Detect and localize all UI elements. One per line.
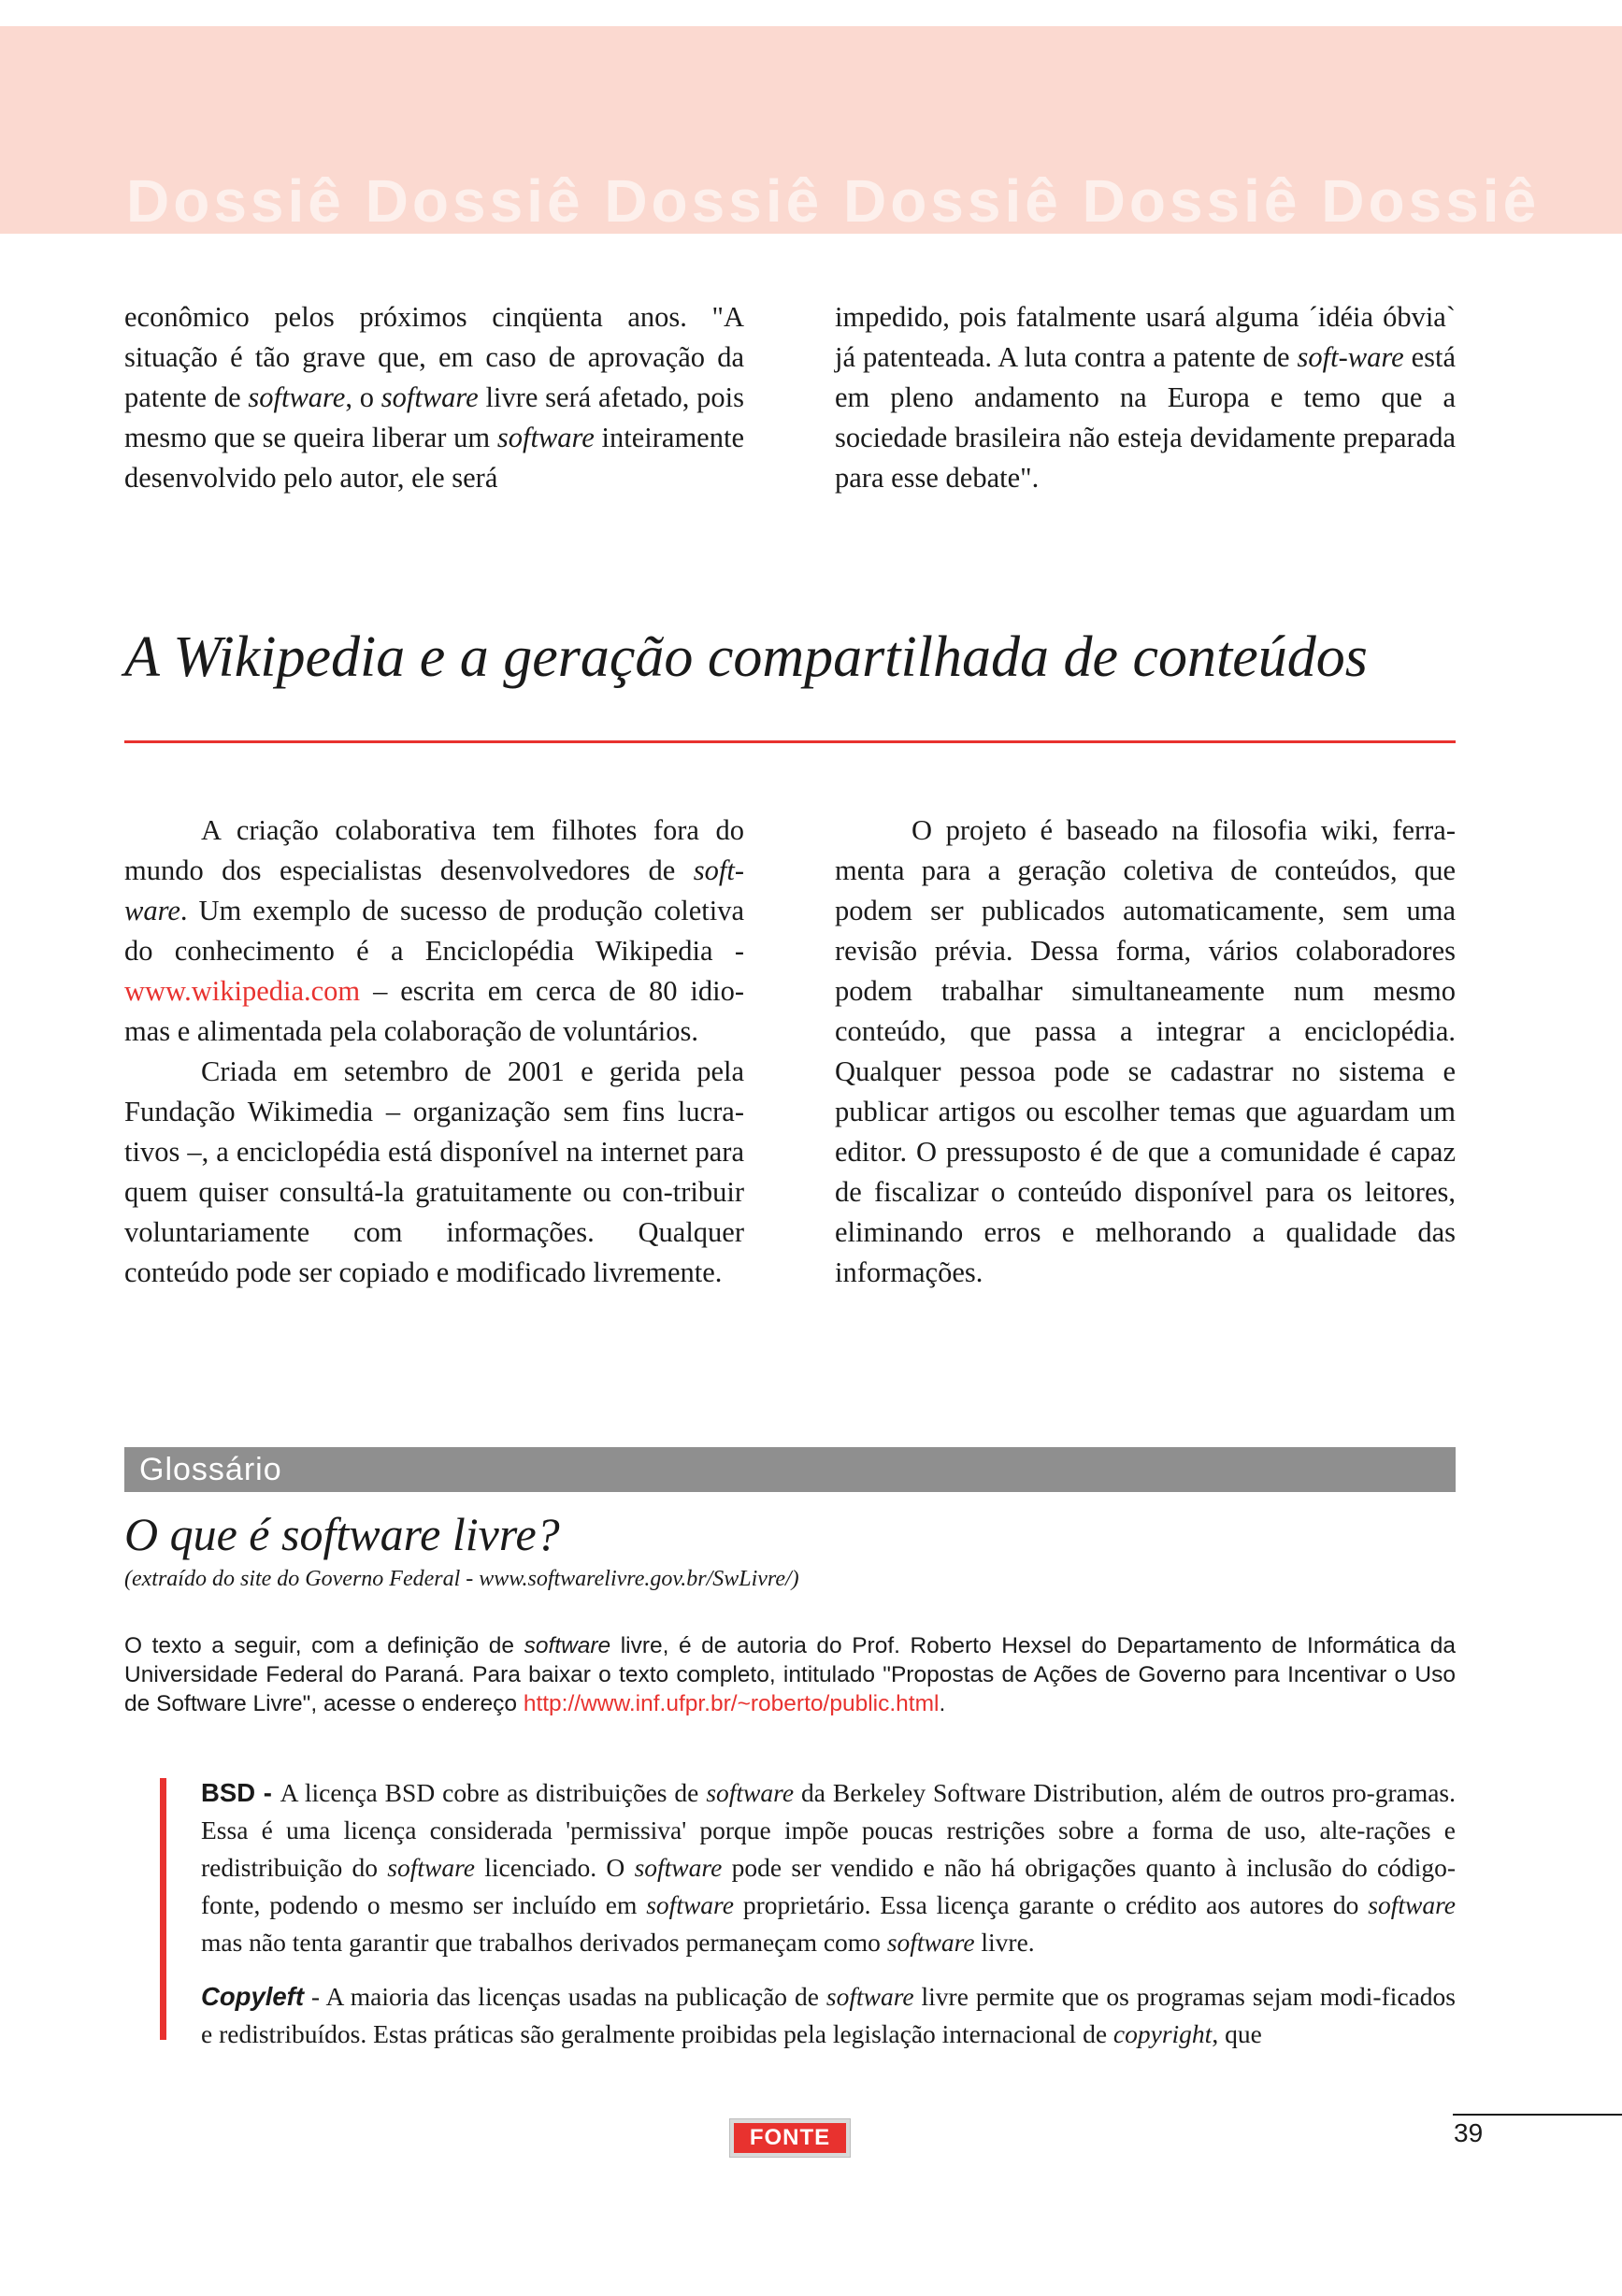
dossie-banner [0, 26, 1622, 234]
glossary-entry-bsd: BSD - A licença BSD cobre as distribuições de software da Berkeley Software Distribution, além de outros pro-gramas. Essa é uma licença considerada 'permissiva' porque impõe poucas restrições sobre a forma de uso, alte-rações e redistribuição do software licenciado. O software pode ser vendido e não há obrigações quanto à inclusão do código-fonte, podendo o mesmo ser incluído em software proprietário. Essa licença garante o crédito aos autores do software mas não tenta garantir que trabalhos derivados permaneçam como software livre. [201, 1778, 1457, 1957]
top-left-paragraph: econômico pelos próximos cinqüenta anos. "A situação é tão grave que, em caso de aprovação da patente de software, o software livre será afetado, pois mesmo que se queira liberar um software inteiramente desenvolvido pelo autor, ele será [124, 301, 744, 494]
glossary-intro [124, 1631, 1456, 1718]
top-left-column [124, 297, 744, 498]
term-copyleft: Copyleft [201, 1982, 304, 2011]
glossary-accent-bar [160, 1778, 166, 2040]
title-underline [124, 740, 1456, 743]
top-right-column [835, 297, 1456, 498]
article-paragraph-1: A criação colaborativa tem filhotes fora do mundo dos especialistas desenvolvedores de soft-ware. Um exemplo de sucesso de produção coletiva do conhecimento é a Enciclopédia Wikipedia - www.wikipedia.com – escrita em cerca de 80 idio-mas e alimentada pela colaboração de voluntários. [124, 814, 744, 1047]
section-title: A Wikipedia e a geração compartilhada de conteúdos [124, 625, 1368, 689]
article-paragraph-3: O projeto é baseado na filosofia wiki, ferra-menta para a geração coletiva de conteúdos, que podem ser publicados automaticamente, sem uma revisão prévia. Dessa forma, vários colaboradores podem trabalhar simultaneamente num mesmo conteúdo, que passa a integrar a enciclopédia. Qualquer pessoa pode se cadastrar no sistema e publicar artigos ou escolher temas que aguardam um editor. O pressuposto é de que a comunidade é capaz de fiscalizar o conteúdo disponível para os leitores, eliminando erros e melhorando a qualidade das informações. [835, 814, 1456, 1288]
glossary-title: O que é software livre? [124, 1508, 560, 1560]
page-number: 39 [1454, 2118, 1484, 2147]
article-left-column [124, 811, 744, 1293]
banner-text: Dossiê Dossiê Dossiê Dossiê Dossiê Dossiê [126, 167, 1541, 234]
glossary-intro-paragraph: O texto a seguir, com a definição de software livre, é de autoria do Prof. Roberto Hexsel do Departamento de Informática da Universidade Federal do Paraná. Para baixar o texto completo, intitulado "Propostas de Ações de Governo para Incentivar o Uso de Software Livre", acesse o endereço http://www.inf.ufpr.br/~roberto/public.html. [124, 1633, 1456, 1716]
fonte-logo [729, 2118, 851, 2158]
glossary-label: Glossário [139, 1452, 282, 1487]
article-right-column [835, 811, 1456, 1293]
glossary-header-bar [124, 1447, 1456, 1492]
top-right-paragraph: impedido, pois fatalmente usará alguma ´idéia óbvia` já patenteada. A luta contra a patente de soft-ware está em pleno andamento na Europa e temo que a sociedade brasileira não esteja devidamente preparada para esse debate". [835, 301, 1456, 494]
glossary-entry-copyleft: Copyleft - A maioria das licenças usadas na publicação de software livre permite que os programas sejam modi-ficados e redistribuídos. Estas práticas são geralmente proibidas pela legislação internacional de copyright, que [201, 1982, 1456, 2048]
wikipedia-link[interactable]: www.wikipedia.com [124, 975, 361, 1007]
glossary-entries [201, 1774, 1456, 2070]
fonte-logo-text: FONTE [734, 2123, 846, 2153]
term-bsd: BSD - [201, 1778, 280, 1807]
ufpr-link[interactable]: http://www.inf.ufpr.br/~roberto/public.html [523, 1691, 940, 1716]
glossary-source: (extraído do site do Governo Federal - www.softwarelivre.gov.br/SwLivre/) [124, 1567, 799, 1591]
footer-rule [1453, 2114, 1622, 2116]
article-paragraph-2: Criada em setembro de 2001 e gerida pela Fundação Wikimedia – organização sem fins lucra-tivos –, a enciclopédia está disponível na internet para quem quiser consultá-la gratuitamente ou con-tribuir voluntariamente com informações. Qualquer conteúdo pode ser copiado e modificado livremente. [124, 1055, 744, 1288]
